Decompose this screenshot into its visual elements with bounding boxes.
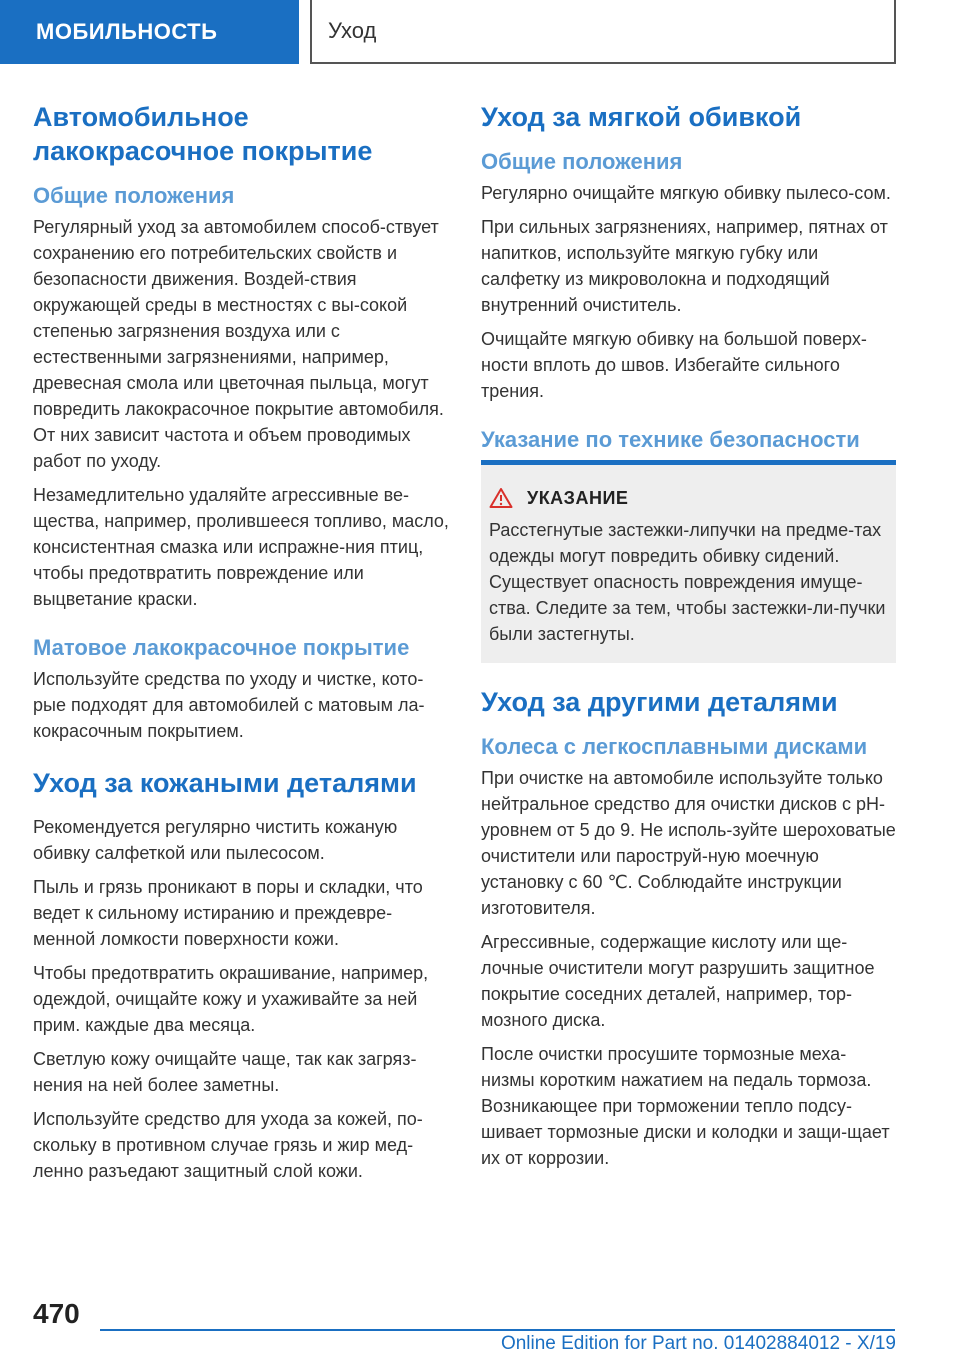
warning-triangle-icon [489, 487, 513, 509]
paragraph: Рекомендуется регулярно чистить кожаную обивку салфеткой или пылесосом. [33, 817, 398, 863]
subheading-wheels: Колеса с легкосплавными дисками [481, 734, 868, 759]
heading-soft-upholstery: Уход за мягкой обивкой [481, 102, 802, 132]
paragraph: Используйте средства по уходу и чистке, кото-рые подходят для автомобилей с матовым ла-кокрасочным покрытием. [33, 669, 425, 741]
notice-box [481, 460, 896, 663]
paragraph: Чтобы предотвратить окрашивание, например, одеждой, очищайте кожу и ухаживайте за ней прим. каждые два месяца. [33, 963, 429, 1035]
paragraph: Используйте средство для ухода за кожей, по-скольку в противном случае грязь и жир мед-ленно разъедают защитный слой кожи. [33, 1109, 423, 1181]
paragraph: Светлую кожу очищайте чаще, так как загряз-нения на ней более заметны. [33, 1049, 417, 1095]
paragraph: При очистке на автомобиле используйте только нейтральное средство для очистки дисков с pH-уровнем от 5 до 9. Не исполь-зуйте шероховатые очистители или пароструй-ную моечную установку с 60 ℃. Соблюдайте инструкции изготовителя. [481, 768, 896, 918]
notice-text: Расстегнутые застежки-липучки на предме-тах одежды могут повредить обивку сидений. Существует опасность повреждения имуще-ства. Следите за тем, чтобы застежки-ли-пучки были застегнуты. [489, 520, 886, 644]
section-tab: МОБИЛЬНОСТЬ [0, 0, 299, 64]
footer-divider [100, 1329, 895, 1331]
paragraph: Регулярно очищайте мягкую обивку пылесо-сом. [481, 183, 891, 203]
paragraph: После очистки просушите тормозные меха-низмы коротким нажатием на педаль тормоза. Возникающее при торможении тепло подсу-шивает тормозные диски и колодки и защи-щает их от коррозии. [481, 1044, 890, 1168]
heading-leather: Уход за кожаными деталями [33, 768, 417, 798]
left-column [33, 100, 453, 1192]
paragraph: При сильных загрязнениях, например, пятнах от напитков, используйте мягкую губку или салфетку из микроволокна и подходящий внутренний очиститель. [481, 217, 888, 315]
heading-other-parts: Уход за другими деталями [481, 687, 838, 717]
subheading-matte: Матовое лакокрасочное покрытие [33, 635, 410, 660]
paragraph: Пыль и грязь проникают в поры и складки, что ведет к сильному истиранию и преждевре-менной ломкости поверхности кожи. [33, 877, 423, 949]
heading-paint: Автомобильное лакокрасочное покрытие [33, 102, 373, 166]
chapter-title: Уход [310, 0, 896, 64]
paragraph: Регулярный уход за автомобилем способ-ствует сохранению его потребительских свойств и безопасности движения. Воздей-ствия окружающей среды в местностях с вы-сокой степенью загрязнения воздуха или с естественными загрязнениями, например, древесная смола или цветочная пыльца, могут повредить лакокрасочное покрытие автомобиля. От них зависит частота и объем проводимых работ по уходу. [33, 217, 444, 471]
subheading-safety: Указание по технике безопасности [481, 427, 860, 452]
paragraph: Незамедлительно удаляйте агрессивные ве-щества, например, пролившееся топливо, масло, консистентная смазка или испражне-ния птиц, чтобы предотвратить повреждение или выцветание краски. [33, 485, 449, 609]
edition-info: Online Edition for Part no. 01402884012 - X/19 [500, 1333, 896, 1354]
paragraph: Очищайте мягкую обивку на большой поверх-ности вплоть до швов. Избегайте сильного трения. [481, 329, 867, 401]
page-number: 470 [33, 1298, 80, 1329]
right-column [481, 100, 896, 1179]
notice-title: УКАЗАНИЕ [527, 487, 629, 508]
subheading-general: Общие положения [33, 183, 235, 208]
paragraph: Агрессивные, содержащие кислоту или ще-лочные очистители могут разрушить защитное покрытие соседних деталей, например, тор-мозного диска. [481, 932, 875, 1030]
subheading-general: Общие положения [481, 149, 683, 174]
